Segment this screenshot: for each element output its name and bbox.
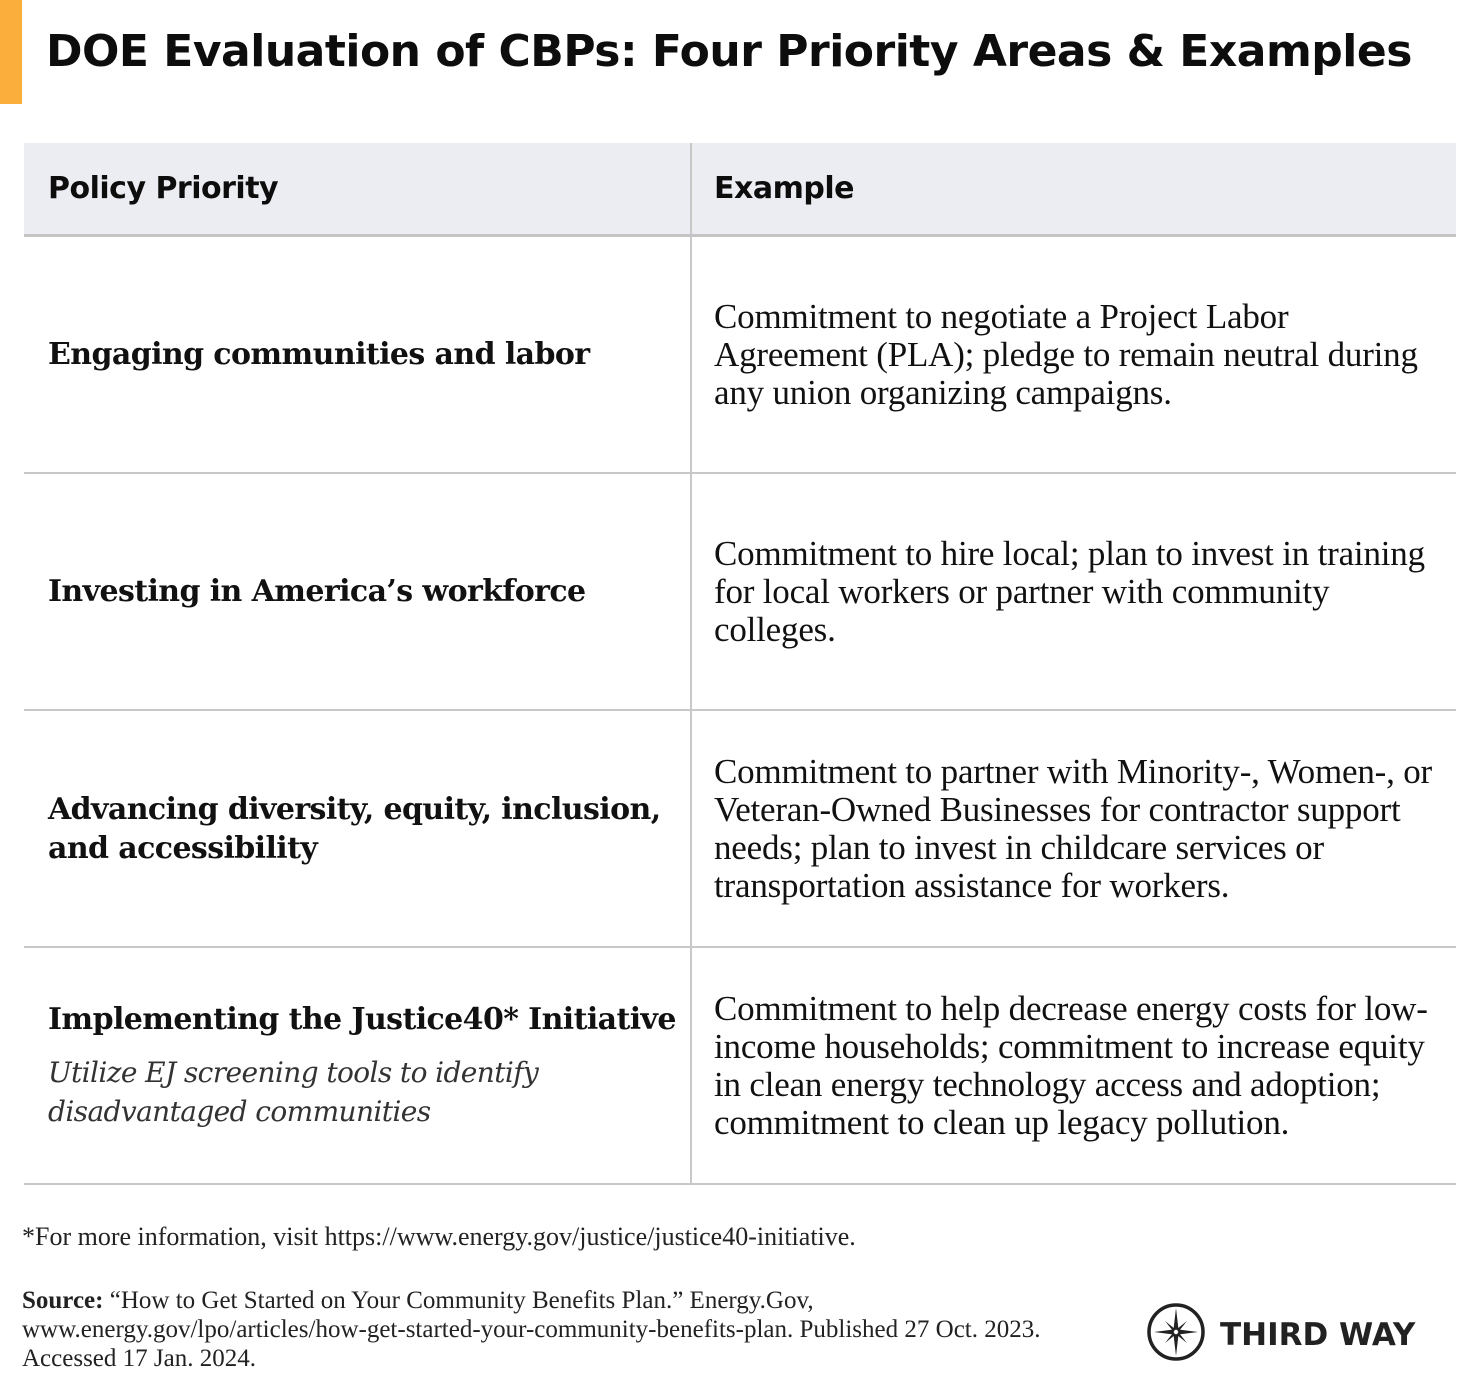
- priority-table: [24, 143, 1456, 1185]
- third-way-logo: [1146, 1302, 1415, 1367]
- priority-label: Investing in America’s workforce: [48, 574, 586, 609]
- example-cell: [692, 711, 1456, 946]
- column-header: Policy Priority: [48, 171, 279, 206]
- source-label: Source:: [22, 1287, 104, 1314]
- table-header-row: [24, 143, 1456, 237]
- example-text: Commitment to help decrease energy costs for low-income households; commitment to increase equity in clean energy technology access and adoption; commitment to clean up legacy pollution.: [714, 988, 1428, 1142]
- table-row: [24, 474, 1456, 711]
- priority-cell: [24, 948, 692, 1183]
- accent-bar: [0, 0, 22, 104]
- logo-text: THIRD WAY: [1220, 1316, 1416, 1353]
- priority-label: Implementing the Justice40* Initiative: [48, 1002, 676, 1037]
- priority-label: Engaging communities and labor: [48, 337, 590, 372]
- footnote: *For more information, visit https://www.energy.gov/justice/justice40-initiative.: [22, 1222, 856, 1251]
- column-header: Example: [714, 171, 854, 206]
- priority-note: Utilize EJ screening tools to identify disadvantaged communities: [48, 1056, 539, 1128]
- table-row: [24, 711, 1456, 948]
- header-cell-policy-priority: [24, 143, 692, 234]
- priority-label: Advancing diversity, equity, inclusion, and accessibility: [48, 791, 661, 866]
- table-row: [24, 948, 1456, 1185]
- priority-cell: [24, 474, 692, 709]
- example-cell: [692, 474, 1456, 709]
- source-text: “How to Get Started on Your Community Benefits Plan.” Energy.Gov, www.energy.gov/lpo/articles/how-get-started-your-community-benefits-plan. Published 27 Oct. 2023. Accessed 17 Jan. 2024.: [22, 1287, 1041, 1372]
- compass-star-icon: [1146, 1302, 1206, 1367]
- example-text: Commitment to negotiate a Project Labor Agreement (PLA); pledge to remain neutral during any union organizing campaigns.: [714, 296, 1418, 412]
- header-cell-example: [692, 143, 1456, 234]
- page-title: DOE Evaluation of CBPs: Four Priority Areas & Examples: [46, 26, 1412, 77]
- source-citation: [22, 1286, 1102, 1373]
- priority-cell: [24, 237, 692, 472]
- example-text: Commitment to partner with Minority-, Women-, or Veteran-Owned Businesses for contractor support needs; plan to invest in childcare services or transportation assistance for workers.: [714, 751, 1432, 905]
- priority-cell: [24, 711, 692, 946]
- table-row: [24, 237, 1456, 474]
- example-text: Commitment to hire local; plan to invest in training for local workers or partner with community colleges.: [714, 533, 1425, 649]
- example-cell: [692, 948, 1456, 1183]
- example-cell: [692, 237, 1456, 472]
